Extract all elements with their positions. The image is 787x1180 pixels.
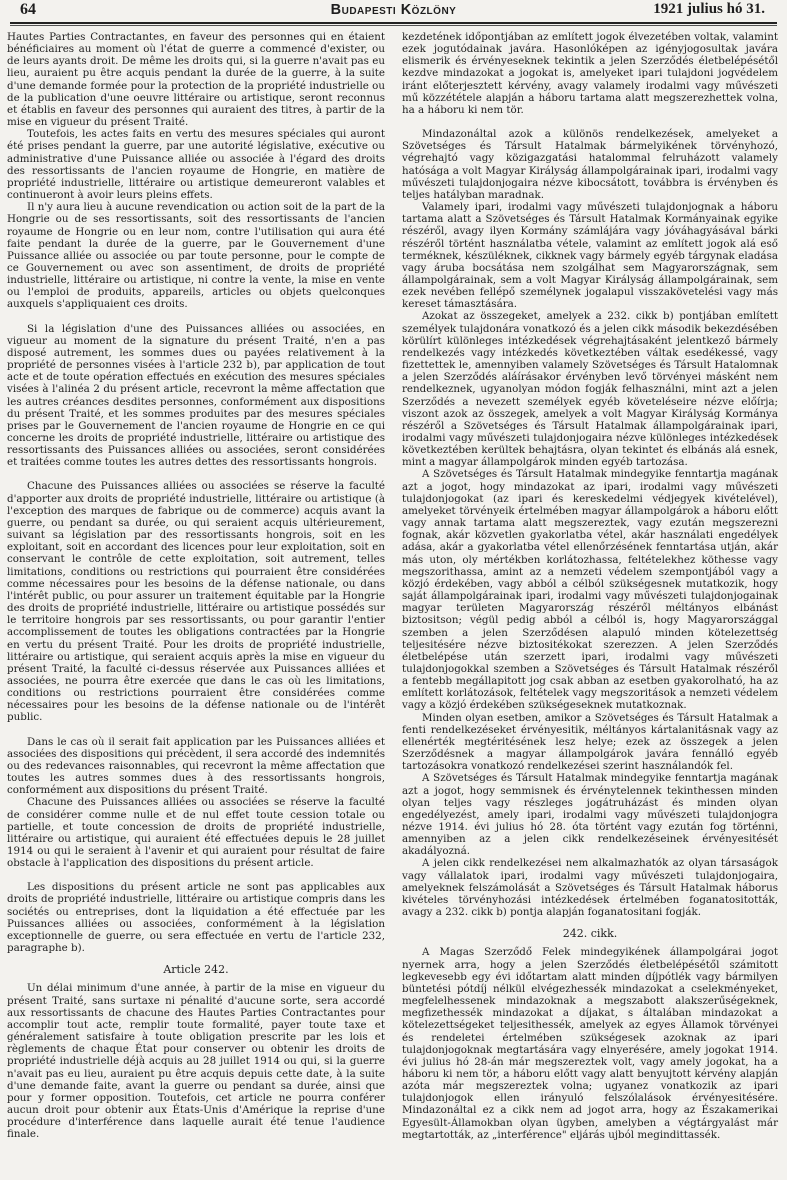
paragraph: A Magas Szerződő Felek mindegyikének állampolgárai jogot nyernek arra, hogy a jelen Szerződés életbelépésétől számitott legkevesebb egy évi időtartam alatt minden díjpótlék vagy bármilyen büntetési pótdíj nélkül elvégezhessék mindazokat a cselekményeket, megfelelhessenek mindazoknak a megszabott alakszerűségeknek, megfizethessék mindazokat a díjakat, s általában mindazokat a kötelezettségeket teljesithessék, amelyek az egyes Államok törvényei és rendeletei értelmében szükségesek azoknak az ipari tulajdonjogoknak megtartására vagy elnyerésére, amely jogokat 1914. évi julius hó 28-án már megszereztek volt, vagy amely jogokat, ha a háboru ki nem tör, a háboru előtt vagy alatt benyujtott kérvény alapján azóta már megszereztek volna; ugyanez vonatkozik az ipari tulajdonjogok ellen irányuló felszólalások érvényesitésére. Mindazonáltal ez a cikk nem ad jogot arra, hogy az Északamerikai Egyesült-Államokban olyan ügyben, amelyben a végtárgyalást már megtartották, az „interférence" eljárás ujból megindittassék. [402, 946, 778, 1141]
paragraph: Azokat az összegeket, amelyek a 232. cikk b) pontjában említett személyek tulajdonára vonatkozó és a jelen cikk második bekezdésében körülírt különleges intézkedések végrehajtásaként jelentkező bármely rendelkezés vagy intézkedés következtében váltak esedékessé, vagy fizettettek le, amennyiben valamely Szövetséges és Társult Hatalomnak a jelen Szerződés aláírásakor érvényben levő törvényei másként nem rendelkeznek, ugyanolyan módon fogják felhasználni, mint azt a jelen Szerződés a nevezett személyek egyéb követeléseire nézve előírja; viszont azok az összegek, amelyek a volt Magyar Királyság Kormánya részéről a Szövetséges és Társult Hatalmak állampolgárainak ipari, irodalmi vagy művészeti tulajdonjogaira nézve különleges intézkedések következtében kerültek behajtásra, olyan tekintet és elbánás alá esnek, mint a magyar állampolgárok minden egyéb tartozása. [402, 310, 778, 469]
paragraph: Chacune des Puissances alliées ou associées se réserve la faculté de considérer comme nulle et de nul effet toute cession totale ou partielle, et toute concession de droits de propriété industrielle, littéraire ou artistique, qui auraient été effectuées depuis le 28 juillet 1914 ou qui le seraient à l'avenir et qui auraient pour résultat de faire obstacle à l'application des dispositions du présent article. [7, 796, 385, 870]
paragraph: Mindazonáltal azok a különös rendelkezések, amelyeket a Szövetséges és Társult Hatalmak bármelyikének törvényhozó, végrehajtó vagy közigazgatási hatalommal felruházott valamely hatósága a volt Magyar Királyság állampolgárainak ipari, irodalmi vagy művészeti tulajdonjogaira nézve kibocsátott, továbbra is érvényben és teljes hatályban maradnak. [402, 128, 778, 201]
page-number: 64 [20, 1, 36, 18]
paragraph: Minden olyan esetben, amikor a Szövetséges és Társult Hatalmak a fenti rendelkezéseket érvényesitik, méltányos kártalanitásnak vagy az ellenérték megtéritésének lesz helye; ezek az összegek a jelen Szerződésnek a magyar állampolgárok javára fennálló egyéb tartozásokra vonatkozó rendelkezései szerint használandók fel. [402, 711, 778, 773]
issue-date: 1921 julius hó 31. [653, 1, 765, 17]
paragraph: Toutefois, les actes faits en vertu des mesures spéciales qui auront été prises pendant la guerre, par une autorité législative, exécutive ou administrative d'une Puissance alliée ou associée à l'égard des droits des ressortissants de l'ancien royaume de Hongrie, en matière de propriété industrielle, littéraire ou artistique demeureront valables et continueront à avoir leurs pleins effets. [7, 128, 385, 202]
paragraph: Chacune des Puissances alliées ou associées se réserve la faculté d'apporter aux droits de propriété industrielle, littéraire ou artistique (à l'exception des marques de fabrique ou de commerce) acquis avant la guerre, ou pendant sa durée, ou qui seraient acquis ultérieurement, suivant sa législation par des ressortissants hongrois, soit en les exploitant, soit en accordant des licences pour leur exploitation, soit en conservant le contrôle de cette exploitation, soit autrement, telles limitations, conditions ou restrictions qui pourraient être considérées comme nécessaires pour les besoins de la défense nationale, ou dans l'intérêt public, ou pour assurer un traitement équitable par la Hongrie des droits de propriété industrielle, littéraire ou artistique possédés sur le territoire hongrois par ses ressortissants, ou pour garantir l'entier accomplissement de toutes les obligations contractées par la Hongrie en vertu du présent Traité. Pour les droits de propriété industrielle, littéraire ou artistique, qui seraient acquis après la mise en vigueur du présent Traité, la faculté ci-dessus réservée aux Puissances alliées et associées, ne pourra être exercée que dans le cas où les limitations, conditions ou restrictions pourraient être considérées comme nécessaires pour les besoins de la défense nationale ou de l'intérêt public. [7, 480, 385, 724]
paragraph: A Szövetséges és Társult Hatalmak mindegyike fenntartja magának azt a jogot, hogy mindazokat az ipari, irodalmi vagy művészeti tulajdonjogokat (az ipari és kereskedelmi védjegyek kivételével), amelyeket törvényeik értelmében magyar állampolgárok a háboru előtt vagy annak tartama alatt megszereztek, vagy ezután megszerezni fognak, akár közvetlen gyakorlatba vétel, akár használati engedélyek adása, akár a gyakorlatba vétel ellenőrzésének fenntartása utján, akár más uton, oly mértékben korlátozhassa, feltételekhez köthesse vagy megszorithassa, amint az a nemzeti védelem szempontjából vagy a közjó érdekében, vagy abból a célból szükségesnek mutatkozik, hogy saját állampolgárainak ipari, irodalmi vagy művészeti tulajdonjogainak magyar területen Magyarország részéről méltányos elbánást biztositson; végül pedig abból a célból is, hogy Magyarországgal szemben a jelen Szerződésen alapuló minden kötelezettség teljesitésére nézve biztositékokat szerezzen. A jelen Szerződés életbelépése után szerzett ipari, irodalmi vagy művészeti tulajdonjogokkal szemben a Szövetséges és Társult Hatalmak részéről a fentebb megállapitott jog csak abban az esetben gyakorolható, ha az említett korlátozások, feltételek vagy megszoritások a nemzeti védelem vagy a közjó érdekében szükségeseknek mutatkoznak. [402, 468, 778, 712]
left-column-french [7, 31, 385, 1140]
article-heading: Article 242. [163, 963, 229, 977]
paragraph: Il n'y aura lieu à aucune revendication ou action soit de la part de la Hongrie ou de ses ressortissants, soit des ressortissants de l'ancien royaume de Hongrie ou en leur nom, contre l'utilisation qui aura été faite pendant la durée de la guerre, par le Gouvernement d'une Puissance alliée ou associée ou par toute personne, pour le compte de ce Gouvernement ou avec son assentiment, de droits de propriété industrielle, littéraire ou artistique, ni contre la vente, la mise en vente ou l'emploi de produits, appareils, articles ou objets quelconques auxquels s'appliquaient ces droits. [7, 201, 385, 311]
article-heading: 242. cikk. [562, 927, 618, 941]
paragraph: A Szövetséges és Társult Hatalmak mindegyike fenntartja magának azt a jogot, hogy semmisnek és érvénytelennek tekinthessen minden olyan teljes vagy részleges jogátruházást és minden olyan engedélyezést, amely ipari, irodalmi vagy művészeti tulajdonjogra nézve 1914. évi julius hó 28. óta történt vagy ezután fog történni, amennyiben az a jelen cikk rendelkezéseinek érvényesitését akadályozná. [402, 772, 778, 858]
paragraph: Valamely ipari, irodalmi vagy művészeti tulajdonjognak a háboru tartama alatt a Szövetséges és Társult Hatalmak Kormányainak egyike részéről, avagy ilyen Kormány számlájára vagy jóváhagyásával bárki részéről történt használatba vétele, valamint az említett jogok alá eső terméknek, készüléknek, cikknek vagy bármely egyéb tárgynak eladása vagy áruba bocsátása nem szolgálhat sem Magyarországnak, sem állampolgárainak, sem a volt Magyar Királyság állampolgárainak, sem ezek nevében fellépő személynek jogalapul visszakövetelési vagy más kereset támasztására. [402, 201, 778, 311]
paragraph: kezdetének időpontjában az említett jogok élvezetében voltak, valamint ezek jogutódainak javára. Hasonlóképen az igényjogosultak javára elismerik és érvényeseknek tekintik a jelen Szerződés életbelépésétől kezdve mindazokat a jogokat is, amelyeket ipari tulajdoni jogvédelem iránt előterjesztett kérvény, avagy valamely irodalmi vagy művészeti mű közzététele alapján a háboru tartama alatt megszerezhettek volna, ha a háboru ki nem tör. [402, 31, 778, 116]
paragraph: Un délai minimum d'une année, à partir de la mise en vigueur du présent Traité, sans surtaxe ni pénalité d'aucune sorte, sera accordé aux ressortissants de chacune des Hautes Parties Contractantes pour accomplir tout acte, remplir toute formalité, payer toute taxe et généralement satisfaire à toute obligation prescrite par les lois et règlements de chaque État pour conserver ou obtenir les droits de propriété industrielle déjà acquis au 28 juillet 1914 ou qui, si la guerre n'avait pas eu lieu, auraient pu être acquis depuis cette date, à la suite d'une demande faite, avant la guerre ou pendant sa durée, ainsi que pour y former opposition. Toutefois, cet article ne pourra conférer aucun droit pour obtenir aux États-Unis d'Amérique la reprise d'une procédure d'interférence dans laquelle aurait été tenue l'audience finale. [7, 982, 385, 1141]
page-header [0, 0, 787, 24]
paragraph: Dans le cas où il serait fait application par les Puissances alliées et associées des dispositions qui précèdent, il sera accordé des indemnités ou des redevances raisonnables, qui recevront la même affectation que toutes les autres sommes dues à des ressortissants hongrois, conformément aux dispositions du présent Traité. [7, 735, 385, 797]
header-rule [10, 22, 777, 26]
paragraph: Si la législation d'une des Puissances alliées ou associées, en vigueur au moment de la signature du présent Traité, n'en a pas disposé autrement, les sommes dues ou payées relativement à la propriété de personnes visées à l'article 232 b), par application de tout acte et de toute opération effectués en exécution des mesures spéciales visées à l'alinéa 2 du présent article, recevront la même affectation que les autres créances desdites personnes, conformément aux dispositions du présent Traité, et les sommes produites par des mesures spéciales prises par le Gouvernement de l'ancien royaume de Hongrie en ce qui concerne les droits de propriété industrielle, littéraire ou artistique des ressortissants des Puissances alliées ou associées, seront considérées et traitées comme toutes les autres dettes des ressortissants hongrois. [7, 322, 385, 469]
paragraph: Les dispositions du présent article ne sont pas applicables aux droits de propriété industrielle, littéraire ou artistique compris dans les sociétés ou entreprises, dont la liquidation a été effectuée par les Puissances alliées ou associées, conformément à la législation exceptionnelle de guerre, ou sera effectuée en vertu de l'article 232, paragraphe b). [7, 881, 385, 955]
paragraph: A jelen cikk rendelkezései nem alkalmazhatók az olyan társaságok vagy vállalatok ipari, irodalmi vagy művészeti tulajdonjogaira, amelyeknek felszámolását a Szövetséges és Társult Hatalmak háborus kivételes törvényhozási intézkedések értelmében foganatositották, avagy a 232. cikk b) pontja alapján foganatositani fogják. [402, 857, 778, 919]
paragraph: Hautes Parties Contractantes, en faveur des personnes qui en étaient bénéficiaires au moment où l'état de guerre a commencé d'exister, ou de leurs ayants droit. De même les droits qui, si la guerre n'avait pas eu lieu, auraient pu être acquis pendant la durée de la guerre, à la suite d'une demande formée pour la protection de la propriété industrielle ou de la publication d'une oeuvre littéraire ou artistique, seront reconnus et établis en faveur des personnes qui auraient des titres, à partir de la mise en vigueur du présent Traité. [7, 31, 385, 129]
journal-title: Budapesti Közlöny [330, 2, 457, 18]
right-column-hungarian [402, 31, 778, 1141]
